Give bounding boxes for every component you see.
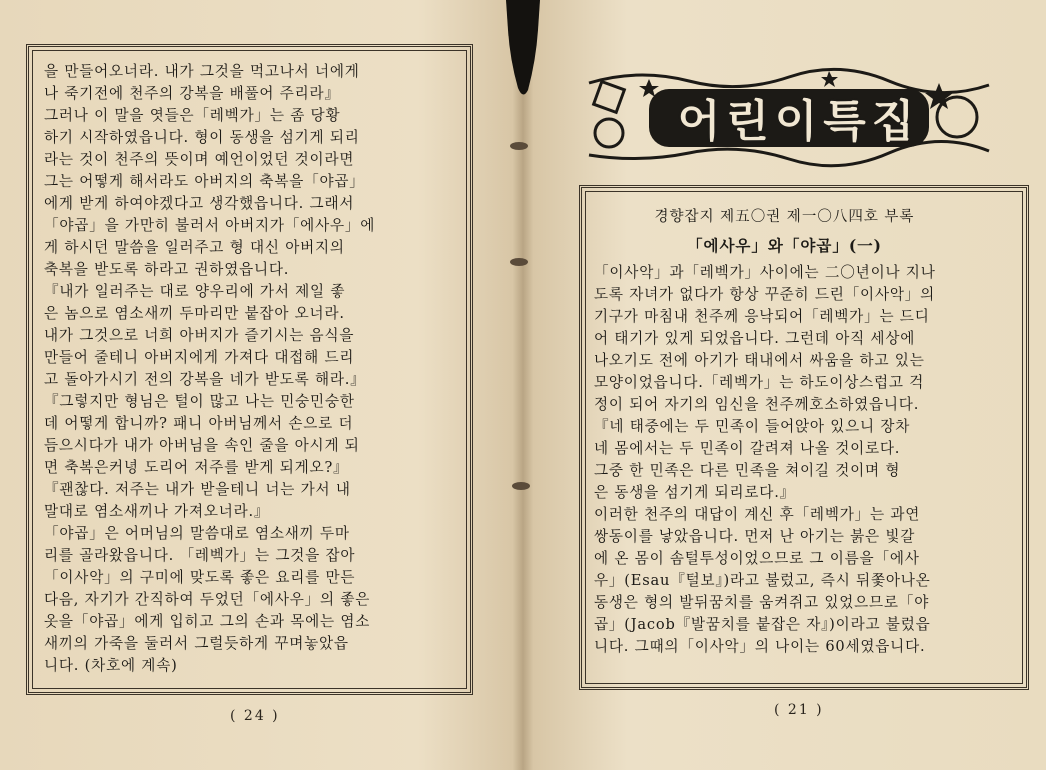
text-line: 「야곱」은 어머님의 말씀대로 염소새끼 두마 [44,525,350,542]
text-line: 이러한 천주의 대답이 계신 후「레벡가」는 과연 [594,506,921,523]
text-line: 면 축복은커녕 도리어 저주를 받게 되게오?』 [44,459,349,476]
text-line: 니다. (차호에 계속) [44,657,178,674]
text-line: 『괜찮다. 저주는 내가 받을테니 너는 가서 내 [44,481,351,498]
text-line: 내가 그것으로 너희 아버지가 즐기시는 음식을 [44,327,355,344]
text-line: 새끼의 가죽을 둘러서 그럴듯하게 꾸며놓았읍 [44,635,349,652]
banner-title: 어린이특집 [677,96,921,147]
text-line: 『내가 일러주는 대로 양우리에 가서 제일 좋 [44,283,346,300]
text-line: 다음, 자기가 간직하여 두었던「에사우」의 좋은 [44,591,371,608]
text-line: 「이사악」과「레벡가」사이에는 二〇년이나 지나 [594,264,936,281]
text-line: 게 하시던 말씀을 일러주고 형 대신 아버지의 [44,239,345,256]
text-line: 그러나 이 말을 엿들은「레벡가」는 좀 당황 [44,107,341,124]
text-line: 나오기도 전에 아기가 태내에서 싸움을 하고 있는 [594,352,925,369]
text-line: 은 동생을 섬기게 되리로다.』 [594,484,796,501]
text-line: 어 태기가 있게 되었읍니다. 그런데 아직 세상에 [594,330,916,347]
text-line: 모양이었읍니다.「레벡가」는 하도이상스럽고 걱 [594,374,925,391]
text-line: 고 돌아가시기 전의 강복을 네가 받도록 해라.』 [44,371,366,388]
text-line: 쌍동이를 낳았읍니다. 먼저 난 아기는 붉은 빛갈 [594,528,916,545]
text-line: 『그렇지만 형님은 털이 많고 나는 민숭민숭한 [44,393,355,410]
text-line: 리를 골라왔읍니다. 「레벡가」는 그것을 잡아 [44,547,356,564]
text-line: 네 몸에서는 두 민족이 갈려져 나올 것이로다. [594,440,901,457]
page-number: ( 24 ) [230,708,280,724]
header-banner [579,63,999,171]
text-line: 「야곱」을 가만히 불러서 아버지가「에사우」에 [44,217,376,234]
text-line: 『네 태중에는 두 민족이 들어앉아 있으니 장차 [594,418,911,435]
text-line: 에게 받게 하여야겠다고 생각했읍니다. 그래서 [44,195,355,212]
text-line: 축복을 받도록 하라고 권하였읍니다. [44,261,290,278]
text-line: 만들어 줄테니 아버지에게 가져다 대접해 드리 [44,349,355,366]
text-line: 듬으시다가 내가 아버님을 속인 줄을 아시게 되 [44,437,360,454]
text-line: 라는 것이 천주의 뜻이며 예언이었던 것이라면 [44,151,355,168]
text-line: 을 만들어오너라. 내가 그것을 먹고나서 너에게 [44,63,360,80]
text-line: 동생은 형의 발뒤꿈치를 움켜쥐고 있었으므로「야 [594,594,930,611]
text-line: 니다. 그때의「이사악」의 나이는 60세였읍니다. [594,638,926,655]
publication-subtitle: 경향잡지 제五〇권 제一〇八四호 부록 [654,209,915,225]
right-page [523,0,1046,770]
text-line: 도록 자녀가 없다가 항상 꾸준히 드린「이사악」의 [594,286,936,303]
text-line: 기구가 마침내 천주께 응낙되어「레벡가」는 드디 [594,308,930,325]
text-line: 곱」(Jacob『발꿈치를 붙잡은 자』)이라고 불렀읍 [594,616,931,633]
body-text [44,61,456,677]
text-line: 그중 한 민족은 다른 민족을 쳐이길 것이며 형 [594,462,901,479]
text-line: 그는 어떻게 해서라도 아버지의 축복을「야곱」 [44,173,365,190]
body-text [594,262,1014,658]
story-title: 「에사우」와「야곱」(一) [686,236,882,255]
text-line: 「이사악」의 구미에 맞도록 좋은 요리를 만든 [44,569,356,586]
text-line: 은 놈으로 염소새끼 두마리만 붙잡아 오너라. [44,305,345,322]
text-line: 말대로 염소새끼나 가져오너라.』 [44,503,270,520]
text-line: 데 어떻게 합니까? 패니 아버님께서 손으로 더 [44,415,354,432]
page-number: ( 21 ) [774,702,824,718]
text-line: 정이 되어 자기의 임신을 천주께호소하였읍니다. [594,396,920,413]
text-line: 나 죽기전에 천주의 강복을 배풀어 주리라』 [44,85,340,102]
text-line: 하기 시작하였읍니다. 형이 동생을 섬기게 되리 [44,129,360,146]
text-line: 에 온 몸이 솜털투성이었으므로 그 이름을「에사 [594,550,920,567]
text-line: 옷을「야곱」에게 입히고 그의 손과 목에는 염소 [44,613,371,630]
text-line: 우」(Esau『털보』)라고 불렀고, 즉시 뒤쫓아나온 [594,572,931,589]
